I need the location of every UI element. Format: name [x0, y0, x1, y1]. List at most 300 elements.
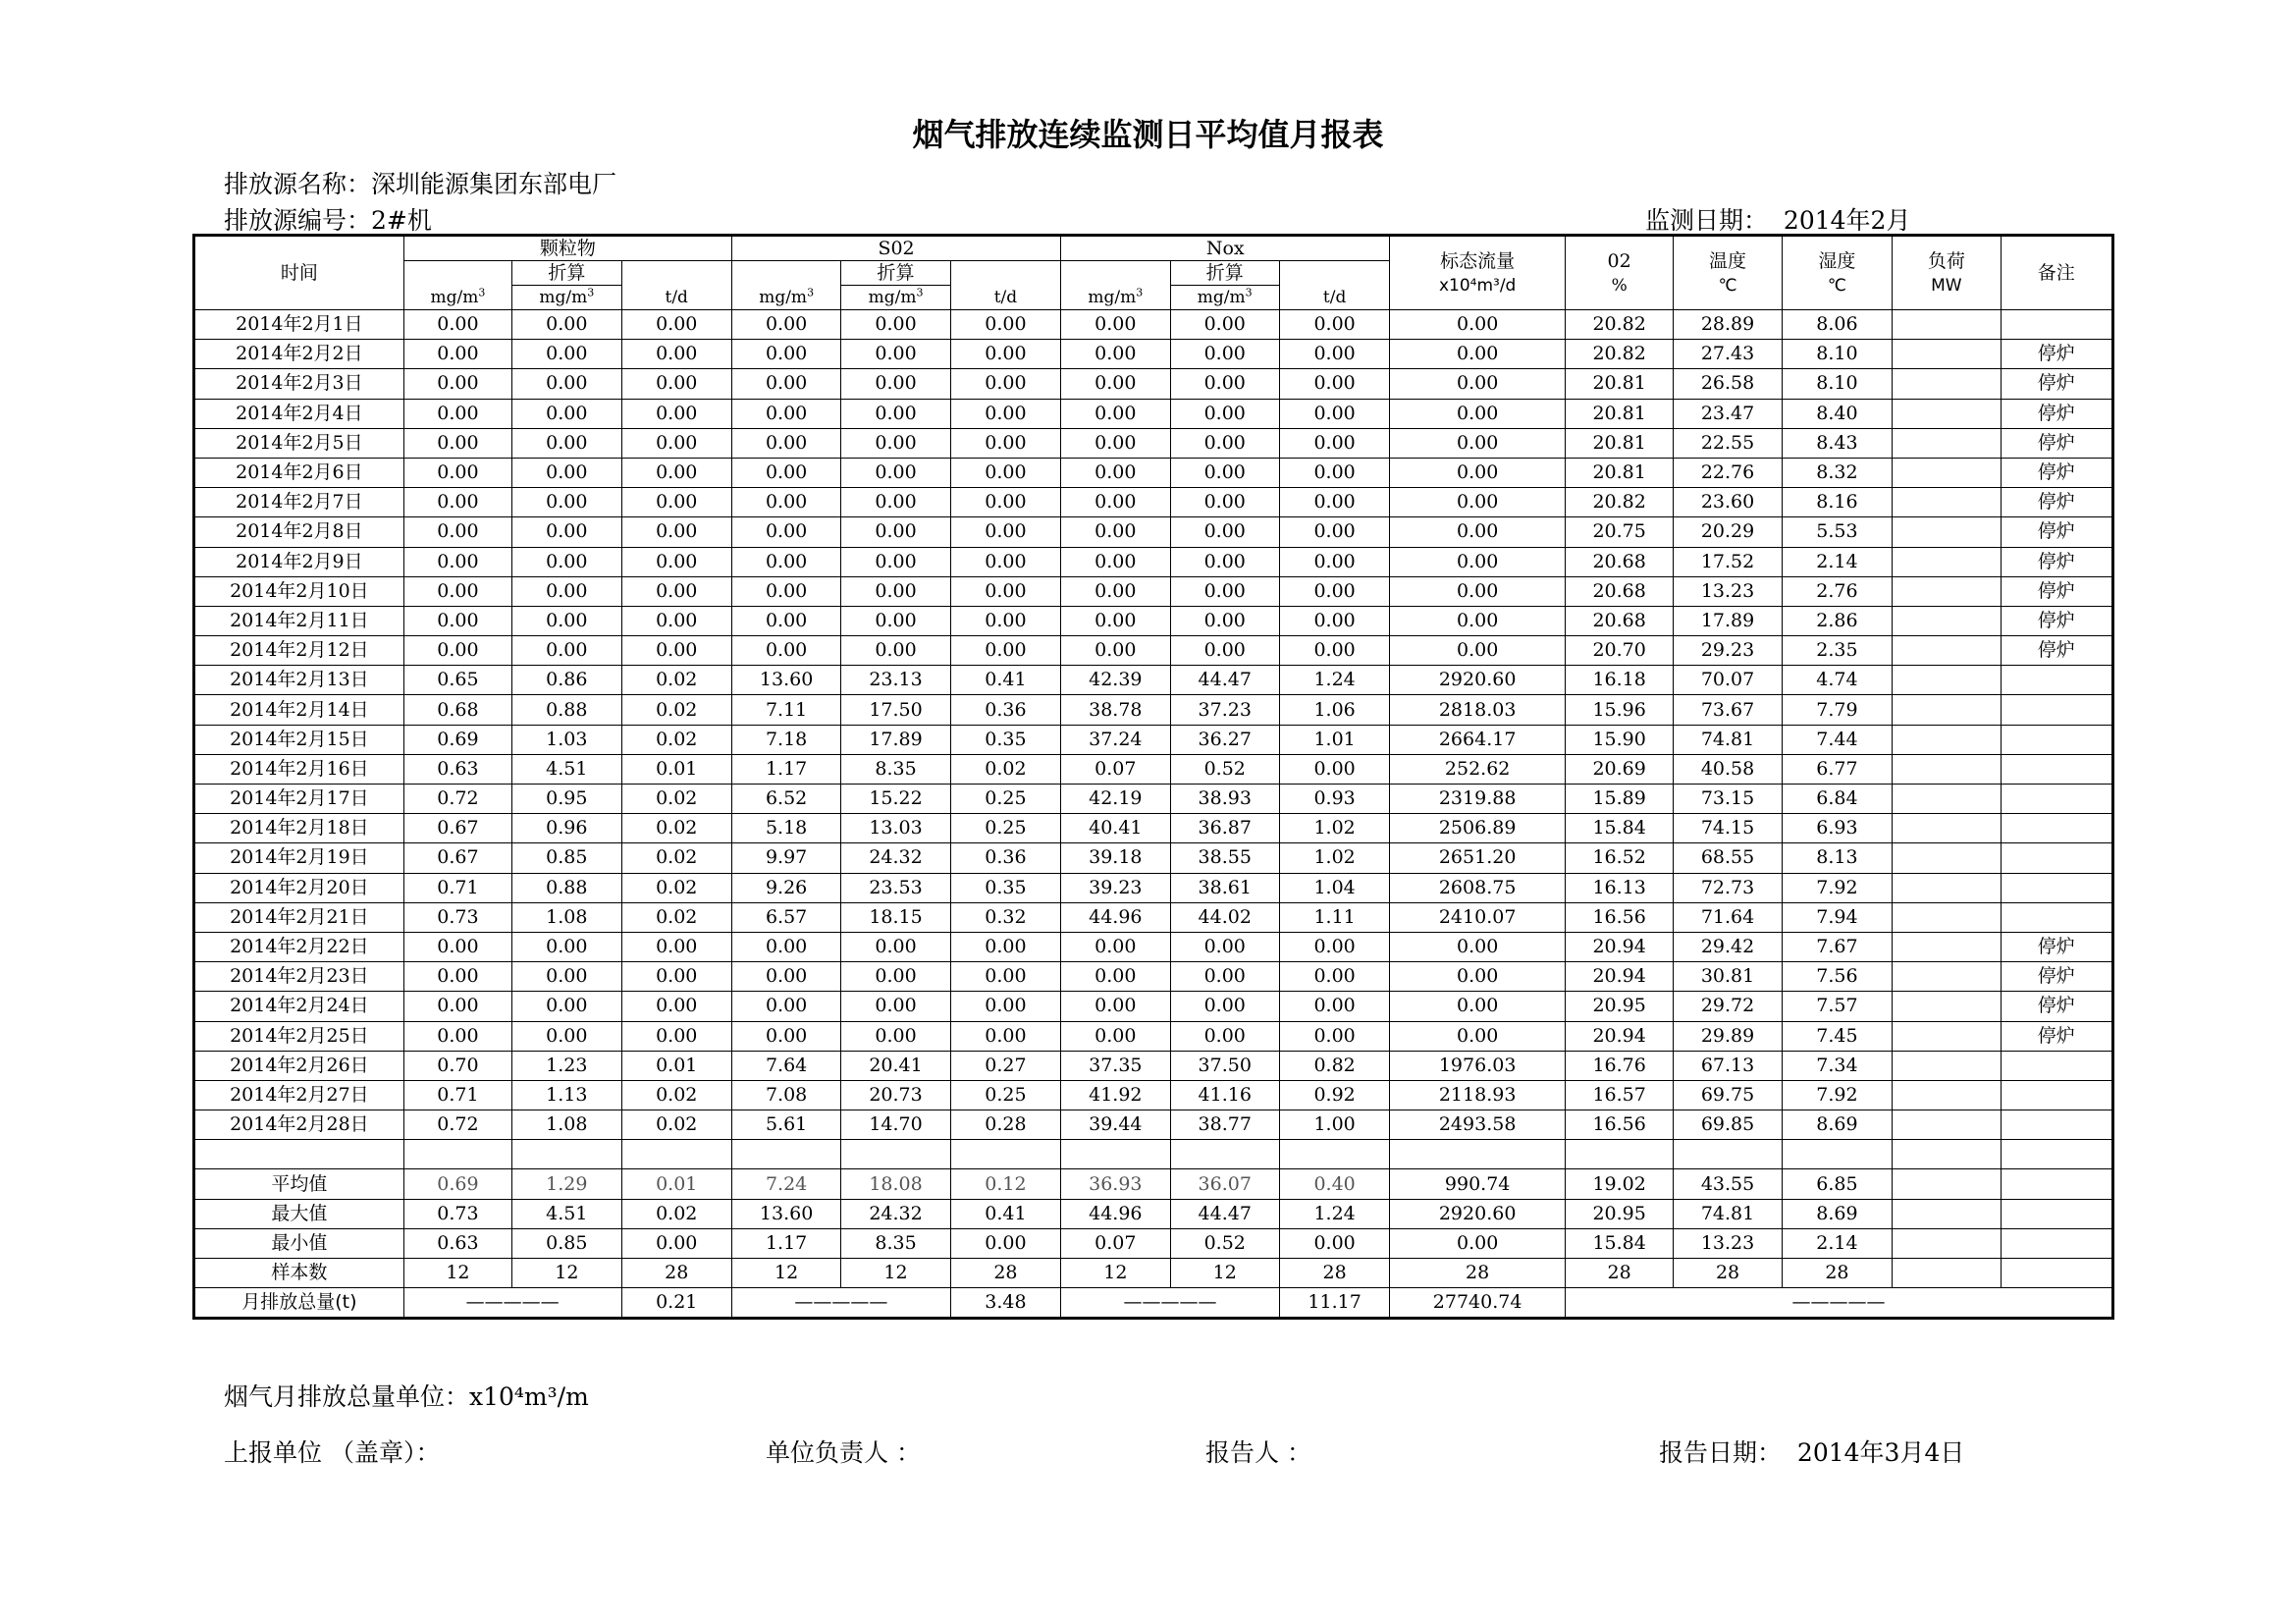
- value-cell: 0.00: [1061, 369, 1170, 399]
- value-cell: [1893, 962, 2001, 992]
- value-cell: 0.00: [1170, 428, 1279, 458]
- stats-row: [194, 1169, 2113, 1199]
- data-label: 2014年2月17日: [194, 785, 404, 814]
- value-cell: 0.00: [1061, 992, 1170, 1021]
- value-cell: 1.06: [1279, 695, 1389, 725]
- value-cell: 0.00: [1279, 428, 1389, 458]
- value-cell: [1893, 1140, 2001, 1169]
- value-cell: 15.22: [841, 785, 950, 814]
- value-cell: 1.11: [1279, 902, 1389, 932]
- value-cell: 0.00: [1170, 399, 1279, 428]
- value-cell: 0.00: [731, 399, 840, 428]
- value-cell: 20.41: [841, 1051, 950, 1080]
- value-cell: 2.14: [1782, 547, 1892, 576]
- remark-cell: [2001, 666, 2112, 695]
- value-cell: 4.51: [512, 1199, 621, 1228]
- remark-cell: 停炉: [2001, 488, 2112, 517]
- header-load-label: 负荷: [1927, 249, 1965, 272]
- value-cell: 23.47: [1674, 399, 1782, 428]
- value-cell: 0.02: [621, 1080, 731, 1110]
- value-cell: 0.27: [950, 1051, 1060, 1080]
- value-cell: 0.00: [841, 547, 950, 576]
- header-remark: 备注: [2001, 236, 2112, 310]
- source-no: 2#机: [371, 206, 432, 235]
- remark-cell: [2001, 814, 2112, 843]
- value-cell: 0.00: [1390, 458, 1566, 487]
- value-cell: 2410.07: [1390, 902, 1566, 932]
- report-date: 2014年3月4日: [1796, 1438, 1965, 1467]
- value-cell: 0.00: [512, 576, 621, 606]
- value-cell: 0.00: [621, 1228, 731, 1258]
- value-cell: 0.00: [1170, 310, 1279, 340]
- value-cell: 20.94: [1565, 962, 1673, 992]
- value-cell: 0.01: [621, 1051, 731, 1080]
- value-cell: [1893, 695, 2001, 725]
- totals-dash: —————: [403, 1288, 621, 1319]
- value-cell: 0.00: [1279, 399, 1389, 428]
- value-cell: 0.00: [1170, 458, 1279, 487]
- value-cell: 0.00: [1170, 962, 1279, 992]
- value-cell: 0.00: [1279, 547, 1389, 576]
- data-row: [194, 340, 2113, 369]
- value-cell: 0.00: [1279, 992, 1389, 1021]
- value-cell: 0.00: [950, 992, 1060, 1021]
- value-cell: 0.00: [1279, 369, 1389, 399]
- remark-cell: 停炉: [2001, 992, 2112, 1021]
- data-row: [194, 369, 2113, 399]
- value-cell: [1279, 1140, 1389, 1169]
- value-cell: 0.86: [512, 666, 621, 695]
- value-cell: 0.00: [1390, 606, 1566, 635]
- value-cell: 0.00: [1279, 1228, 1389, 1258]
- value-cell: 0.36: [950, 843, 1060, 873]
- value-cell: 0.72: [403, 1110, 511, 1140]
- data-row: [194, 873, 2113, 902]
- value-cell: [1893, 636, 2001, 666]
- value-cell: 7.44: [1782, 725, 1892, 754]
- data-label: 2014年2月10日: [194, 576, 404, 606]
- value-cell: 0.00: [841, 458, 950, 487]
- value-cell: 0.00: [731, 636, 840, 666]
- flow-unit-note: 烟气月排放总量单位：x10⁴m³/m: [224, 1382, 589, 1411]
- value-cell: 1.29: [512, 1169, 621, 1199]
- value-cell: 0.00: [1390, 517, 1566, 547]
- value-cell: 20.81: [1565, 369, 1673, 399]
- value-cell: 0.00: [621, 488, 731, 517]
- value-cell: 37.35: [1061, 1051, 1170, 1080]
- value-cell: 0.00: [512, 962, 621, 992]
- remark-cell: [2001, 1169, 2112, 1199]
- value-cell: 0.00: [403, 547, 511, 576]
- value-cell: 74.15: [1674, 814, 1782, 843]
- value-cell: 0.00: [1390, 932, 1566, 961]
- value-cell: 0.88: [512, 695, 621, 725]
- value-cell: 38.61: [1170, 873, 1279, 902]
- stats-row: [194, 1259, 2113, 1288]
- report-unit-label: 上报单位 （盖章）：: [224, 1438, 441, 1467]
- data-row: [194, 932, 2113, 961]
- value-cell: 0.00: [731, 1021, 840, 1051]
- header-unit-td: t/d: [950, 261, 1060, 310]
- value-cell: 37.50: [1170, 1051, 1279, 1080]
- value-cell: [1893, 310, 2001, 340]
- value-cell: 0.00: [1390, 547, 1566, 576]
- value-cell: 0.52: [1170, 1228, 1279, 1258]
- value-cell: 0.85: [512, 843, 621, 873]
- data-label: 2014年2月6日: [194, 458, 404, 487]
- value-cell: 0.00: [403, 932, 511, 961]
- value-cell: 73.15: [1674, 785, 1782, 814]
- remark-cell: [2001, 902, 2112, 932]
- value-cell: 1.17: [731, 754, 840, 784]
- value-cell: 1.13: [512, 1080, 621, 1110]
- value-cell: 8.32: [1782, 458, 1892, 487]
- data-label: 2014年2月7日: [194, 488, 404, 517]
- value-cell: 43.55: [1674, 1169, 1782, 1199]
- value-cell: 0.00: [512, 310, 621, 340]
- value-cell: 0.00: [1279, 340, 1389, 369]
- value-cell: 74.81: [1674, 1199, 1782, 1228]
- value-cell: 1.17: [731, 1228, 840, 1258]
- value-cell: 0.00: [1390, 428, 1566, 458]
- data-row: [194, 1051, 2113, 1080]
- value-cell: 44.47: [1170, 1199, 1279, 1228]
- header-humidity: [1782, 236, 1892, 310]
- value-cell: [1893, 1228, 2001, 1258]
- value-cell: 20.70: [1565, 636, 1673, 666]
- value-cell: 16.13: [1565, 873, 1673, 902]
- header-convert: 折算: [841, 261, 950, 286]
- value-cell: 42.19: [1061, 785, 1170, 814]
- data-row: [194, 1110, 2113, 1140]
- value-cell: 20.95: [1565, 992, 1673, 1021]
- value-cell: 0.00: [403, 488, 511, 517]
- value-cell: 8.40: [1782, 399, 1892, 428]
- value-cell: 29.23: [1674, 636, 1782, 666]
- value-cell: 13.60: [731, 666, 840, 695]
- value-cell: 9.26: [731, 873, 840, 902]
- value-cell: 0.02: [621, 725, 731, 754]
- value-cell: 0.00: [403, 340, 511, 369]
- value-cell: 0.88: [512, 873, 621, 902]
- stats-label: 最小值: [194, 1228, 404, 1258]
- value-cell: 0.41: [950, 666, 1060, 695]
- value-cell: [1893, 547, 2001, 576]
- value-cell: 0.00: [731, 340, 840, 369]
- value-cell: 23.13: [841, 666, 950, 695]
- value-cell: 1.24: [1279, 1199, 1389, 1228]
- value-cell: 0.00: [841, 488, 950, 517]
- data-label: 2014年2月14日: [194, 695, 404, 725]
- value-cell: 0.00: [1390, 310, 1566, 340]
- header-humidity-unit: ℃: [1827, 275, 1846, 296]
- value-cell: 4.51: [512, 754, 621, 784]
- value-cell: 39.18: [1061, 843, 1170, 873]
- value-cell: 28: [1390, 1259, 1566, 1288]
- data-row: [194, 1021, 2113, 1051]
- value-cell: 6.84: [1782, 785, 1892, 814]
- value-cell: 20.95: [1565, 1199, 1673, 1228]
- remark-cell: [2001, 1051, 2112, 1080]
- value-cell: 2319.88: [1390, 785, 1566, 814]
- totals-dash: —————: [1565, 1288, 2112, 1319]
- value-cell: 0.00: [841, 369, 950, 399]
- value-cell: 0.00: [950, 340, 1060, 369]
- value-cell: 0.00: [621, 992, 731, 1021]
- value-cell: 29.72: [1674, 992, 1782, 1021]
- value-cell: 15.90: [1565, 725, 1673, 754]
- header-unit-td: t/d: [621, 261, 731, 310]
- value-cell: 8.13: [1782, 843, 1892, 873]
- value-cell: [1893, 873, 2001, 902]
- value-cell: 20.68: [1565, 606, 1673, 635]
- value-cell: 36.87: [1170, 814, 1279, 843]
- value-cell: 0.00: [621, 399, 731, 428]
- value-cell: 16.76: [1565, 1051, 1673, 1080]
- totals-row: [194, 1288, 2113, 1319]
- value-cell: 40.41: [1061, 814, 1170, 843]
- source-name-line: [224, 165, 616, 200]
- value-cell: 0.00: [731, 992, 840, 1021]
- header-temp-label: 温度: [1709, 249, 1747, 272]
- value-cell: 0.00: [1170, 606, 1279, 635]
- value-cell: 2.14: [1782, 1228, 1892, 1258]
- value-cell: 0.25: [950, 1080, 1060, 1110]
- value-cell: 41.92: [1061, 1080, 1170, 1110]
- value-cell: 0.00: [731, 932, 840, 961]
- value-cell: 0.00: [731, 369, 840, 399]
- value-cell: 7.34: [1782, 1051, 1892, 1080]
- value-cell: 7.67: [1782, 932, 1892, 961]
- data-label: 2014年2月2日: [194, 340, 404, 369]
- value-cell: 71.64: [1674, 902, 1782, 932]
- value-cell: 0.00: [1390, 399, 1566, 428]
- value-cell: 0.00: [950, 310, 1060, 340]
- remark-cell: 停炉: [2001, 399, 2112, 428]
- value-cell: 29.42: [1674, 932, 1782, 961]
- value-cell: 38.78: [1061, 695, 1170, 725]
- value-cell: 2818.03: [1390, 695, 1566, 725]
- value-cell: 17.52: [1674, 547, 1782, 576]
- value-cell: 7.08: [731, 1080, 840, 1110]
- value-cell: 0.00: [841, 636, 950, 666]
- value-cell: 8.16: [1782, 488, 1892, 517]
- data-row: [194, 606, 2113, 635]
- value-cell: [1893, 606, 2001, 635]
- reporter-label: 报告人 ：: [1205, 1438, 1311, 1467]
- value-cell: 0.00: [512, 932, 621, 961]
- header-flow-label: 标态流量: [1440, 249, 1516, 272]
- remark-cell: 停炉: [2001, 636, 2112, 666]
- value-cell: 0.00: [731, 606, 840, 635]
- value-cell: 39.23: [1061, 873, 1170, 902]
- value-cell: 0.00: [950, 606, 1060, 635]
- value-cell: 20.82: [1565, 340, 1673, 369]
- value-cell: 0.00: [1390, 488, 1566, 517]
- value-cell: 0.00: [621, 428, 731, 458]
- value-cell: 0.00: [731, 962, 840, 992]
- value-cell: 36.07: [1170, 1169, 1279, 1199]
- header-unit-td: t/d: [1279, 261, 1389, 310]
- value-cell: 8.35: [841, 1228, 950, 1258]
- value-cell: 37.23: [1170, 695, 1279, 725]
- value-cell: 0.00: [950, 1021, 1060, 1051]
- value-cell: 70.07: [1674, 666, 1782, 695]
- value-cell: 20.81: [1565, 399, 1673, 428]
- remark-cell: 停炉: [2001, 458, 2112, 487]
- data-row: [194, 666, 2113, 695]
- header-o2-label: 02: [1607, 249, 1631, 272]
- value-cell: 8.43: [1782, 428, 1892, 458]
- value-cell: 0.00: [403, 428, 511, 458]
- value-cell: 2651.20: [1390, 843, 1566, 873]
- value-cell: 0.00: [841, 399, 950, 428]
- value-cell: 0.40: [1279, 1169, 1389, 1199]
- value-cell: 0.00: [621, 369, 731, 399]
- value-cell: 69.75: [1674, 1080, 1782, 1110]
- value-cell: 0.00: [1390, 369, 1566, 399]
- value-cell: 0.00: [1279, 1021, 1389, 1051]
- value-cell: [621, 1140, 731, 1169]
- value-cell: 2506.89: [1390, 814, 1566, 843]
- header-load: [1893, 236, 2001, 310]
- value-cell: 0.69: [403, 725, 511, 754]
- data-row: [194, 725, 2113, 754]
- data-label: [194, 1140, 404, 1169]
- value-cell: 15.84: [1565, 814, 1673, 843]
- value-cell: 6.52: [731, 785, 840, 814]
- value-cell: 44.47: [1170, 666, 1279, 695]
- value-cell: 0.00: [621, 340, 731, 369]
- value-cell: 0.02: [621, 814, 731, 843]
- remark-cell: 停炉: [2001, 340, 2112, 369]
- value-cell: 0.69: [403, 1169, 511, 1199]
- remark-cell: 停炉: [2001, 547, 2112, 576]
- value-cell: 26.58: [1674, 369, 1782, 399]
- value-cell: 0.00: [403, 992, 511, 1021]
- value-cell: 15.89: [1565, 785, 1673, 814]
- value-cell: 2608.75: [1390, 873, 1566, 902]
- value-cell: [1893, 428, 2001, 458]
- remark-cell: [2001, 873, 2112, 902]
- data-row: [194, 399, 2113, 428]
- remark-cell: [2001, 843, 2112, 873]
- value-cell: 2.76: [1782, 576, 1892, 606]
- remark-cell: [2001, 1259, 2112, 1288]
- value-cell: 0.00: [1170, 488, 1279, 517]
- value-cell: 0.00: [512, 488, 621, 517]
- value-cell: [1893, 369, 2001, 399]
- value-cell: 1.02: [1279, 843, 1389, 873]
- value-cell: 0.00: [950, 547, 1060, 576]
- value-cell: 0.00: [1170, 340, 1279, 369]
- value-cell: 28: [1674, 1259, 1782, 1288]
- data-row: [194, 517, 2113, 547]
- value-cell: 8.10: [1782, 369, 1892, 399]
- data-label: 2014年2月26日: [194, 1051, 404, 1080]
- value-cell: 7.11: [731, 695, 840, 725]
- value-cell: 7.45: [1782, 1021, 1892, 1051]
- value-cell: 0.32: [950, 902, 1060, 932]
- value-cell: 0.00: [1279, 576, 1389, 606]
- value-cell: 7.56: [1782, 962, 1892, 992]
- value-cell: [1893, 843, 2001, 873]
- value-cell: 0.00: [1390, 992, 1566, 1021]
- remark-cell: [2001, 725, 2112, 754]
- data-row: [194, 1080, 2113, 1110]
- unit-mg-text: mg/m: [539, 288, 588, 307]
- remark-cell: 停炉: [2001, 932, 2112, 961]
- value-cell: 0.00: [950, 399, 1060, 428]
- data-row: [194, 428, 2113, 458]
- value-cell: 16.52: [1565, 843, 1673, 873]
- value-cell: 23.53: [841, 873, 950, 902]
- value-cell: [1893, 1169, 2001, 1199]
- value-cell: 0.00: [512, 428, 621, 458]
- value-cell: [1893, 458, 2001, 487]
- data-label: 2014年2月25日: [194, 1021, 404, 1051]
- header-nox: Nox: [1061, 236, 1390, 261]
- data-row: [194, 310, 2113, 340]
- value-cell: 20.75: [1565, 517, 1673, 547]
- value-cell: 0.00: [403, 636, 511, 666]
- value-cell: [1893, 932, 2001, 961]
- header-unit-mg-convert: $mg/m^3$: [841, 286, 950, 310]
- value-cell: 39.44: [1061, 1110, 1170, 1140]
- data-row: [194, 843, 2113, 873]
- value-cell: 12: [841, 1259, 950, 1288]
- value-cell: 28: [1565, 1259, 1673, 1288]
- value-cell: 0.00: [1061, 962, 1170, 992]
- value-cell: 0.00: [950, 488, 1060, 517]
- totals-particulate: 0.21: [621, 1288, 731, 1319]
- stats-label: 样本数: [194, 1259, 404, 1288]
- value-cell: 0.00: [841, 310, 950, 340]
- value-cell: 7.92: [1782, 873, 1892, 902]
- value-cell: 0.00: [621, 547, 731, 576]
- data-row: [194, 814, 2113, 843]
- value-cell: 44.02: [1170, 902, 1279, 932]
- value-cell: 0.00: [403, 606, 511, 635]
- value-cell: 0.00: [731, 310, 840, 340]
- value-cell: 0.02: [621, 666, 731, 695]
- value-cell: 0.00: [731, 488, 840, 517]
- data-row: [194, 458, 2113, 487]
- value-cell: 38.55: [1170, 843, 1279, 873]
- value-cell: 0.00: [950, 517, 1060, 547]
- value-cell: 68.55: [1674, 843, 1782, 873]
- data-label: 2014年2月8日: [194, 517, 404, 547]
- value-cell: 0.00: [1390, 340, 1566, 369]
- value-cell: 20.68: [1565, 576, 1673, 606]
- value-cell: 0.00: [1170, 992, 1279, 1021]
- value-cell: 0.65: [403, 666, 511, 695]
- value-cell: 12: [1061, 1259, 1170, 1288]
- value-cell: 28: [621, 1259, 731, 1288]
- value-cell: 2920.60: [1390, 666, 1566, 695]
- value-cell: 7.64: [731, 1051, 840, 1080]
- value-cell: 14.70: [841, 1110, 950, 1140]
- data-row: [194, 992, 2113, 1021]
- value-cell: 0.00: [950, 1228, 1060, 1258]
- value-cell: 0.02: [621, 873, 731, 902]
- value-cell: 44.96: [1061, 902, 1170, 932]
- value-cell: 20.68: [1565, 547, 1673, 576]
- value-cell: 1.23: [512, 1051, 621, 1080]
- value-cell: 0.07: [1061, 1228, 1170, 1258]
- value-cell: [1893, 1259, 2001, 1288]
- data-row: [194, 636, 2113, 666]
